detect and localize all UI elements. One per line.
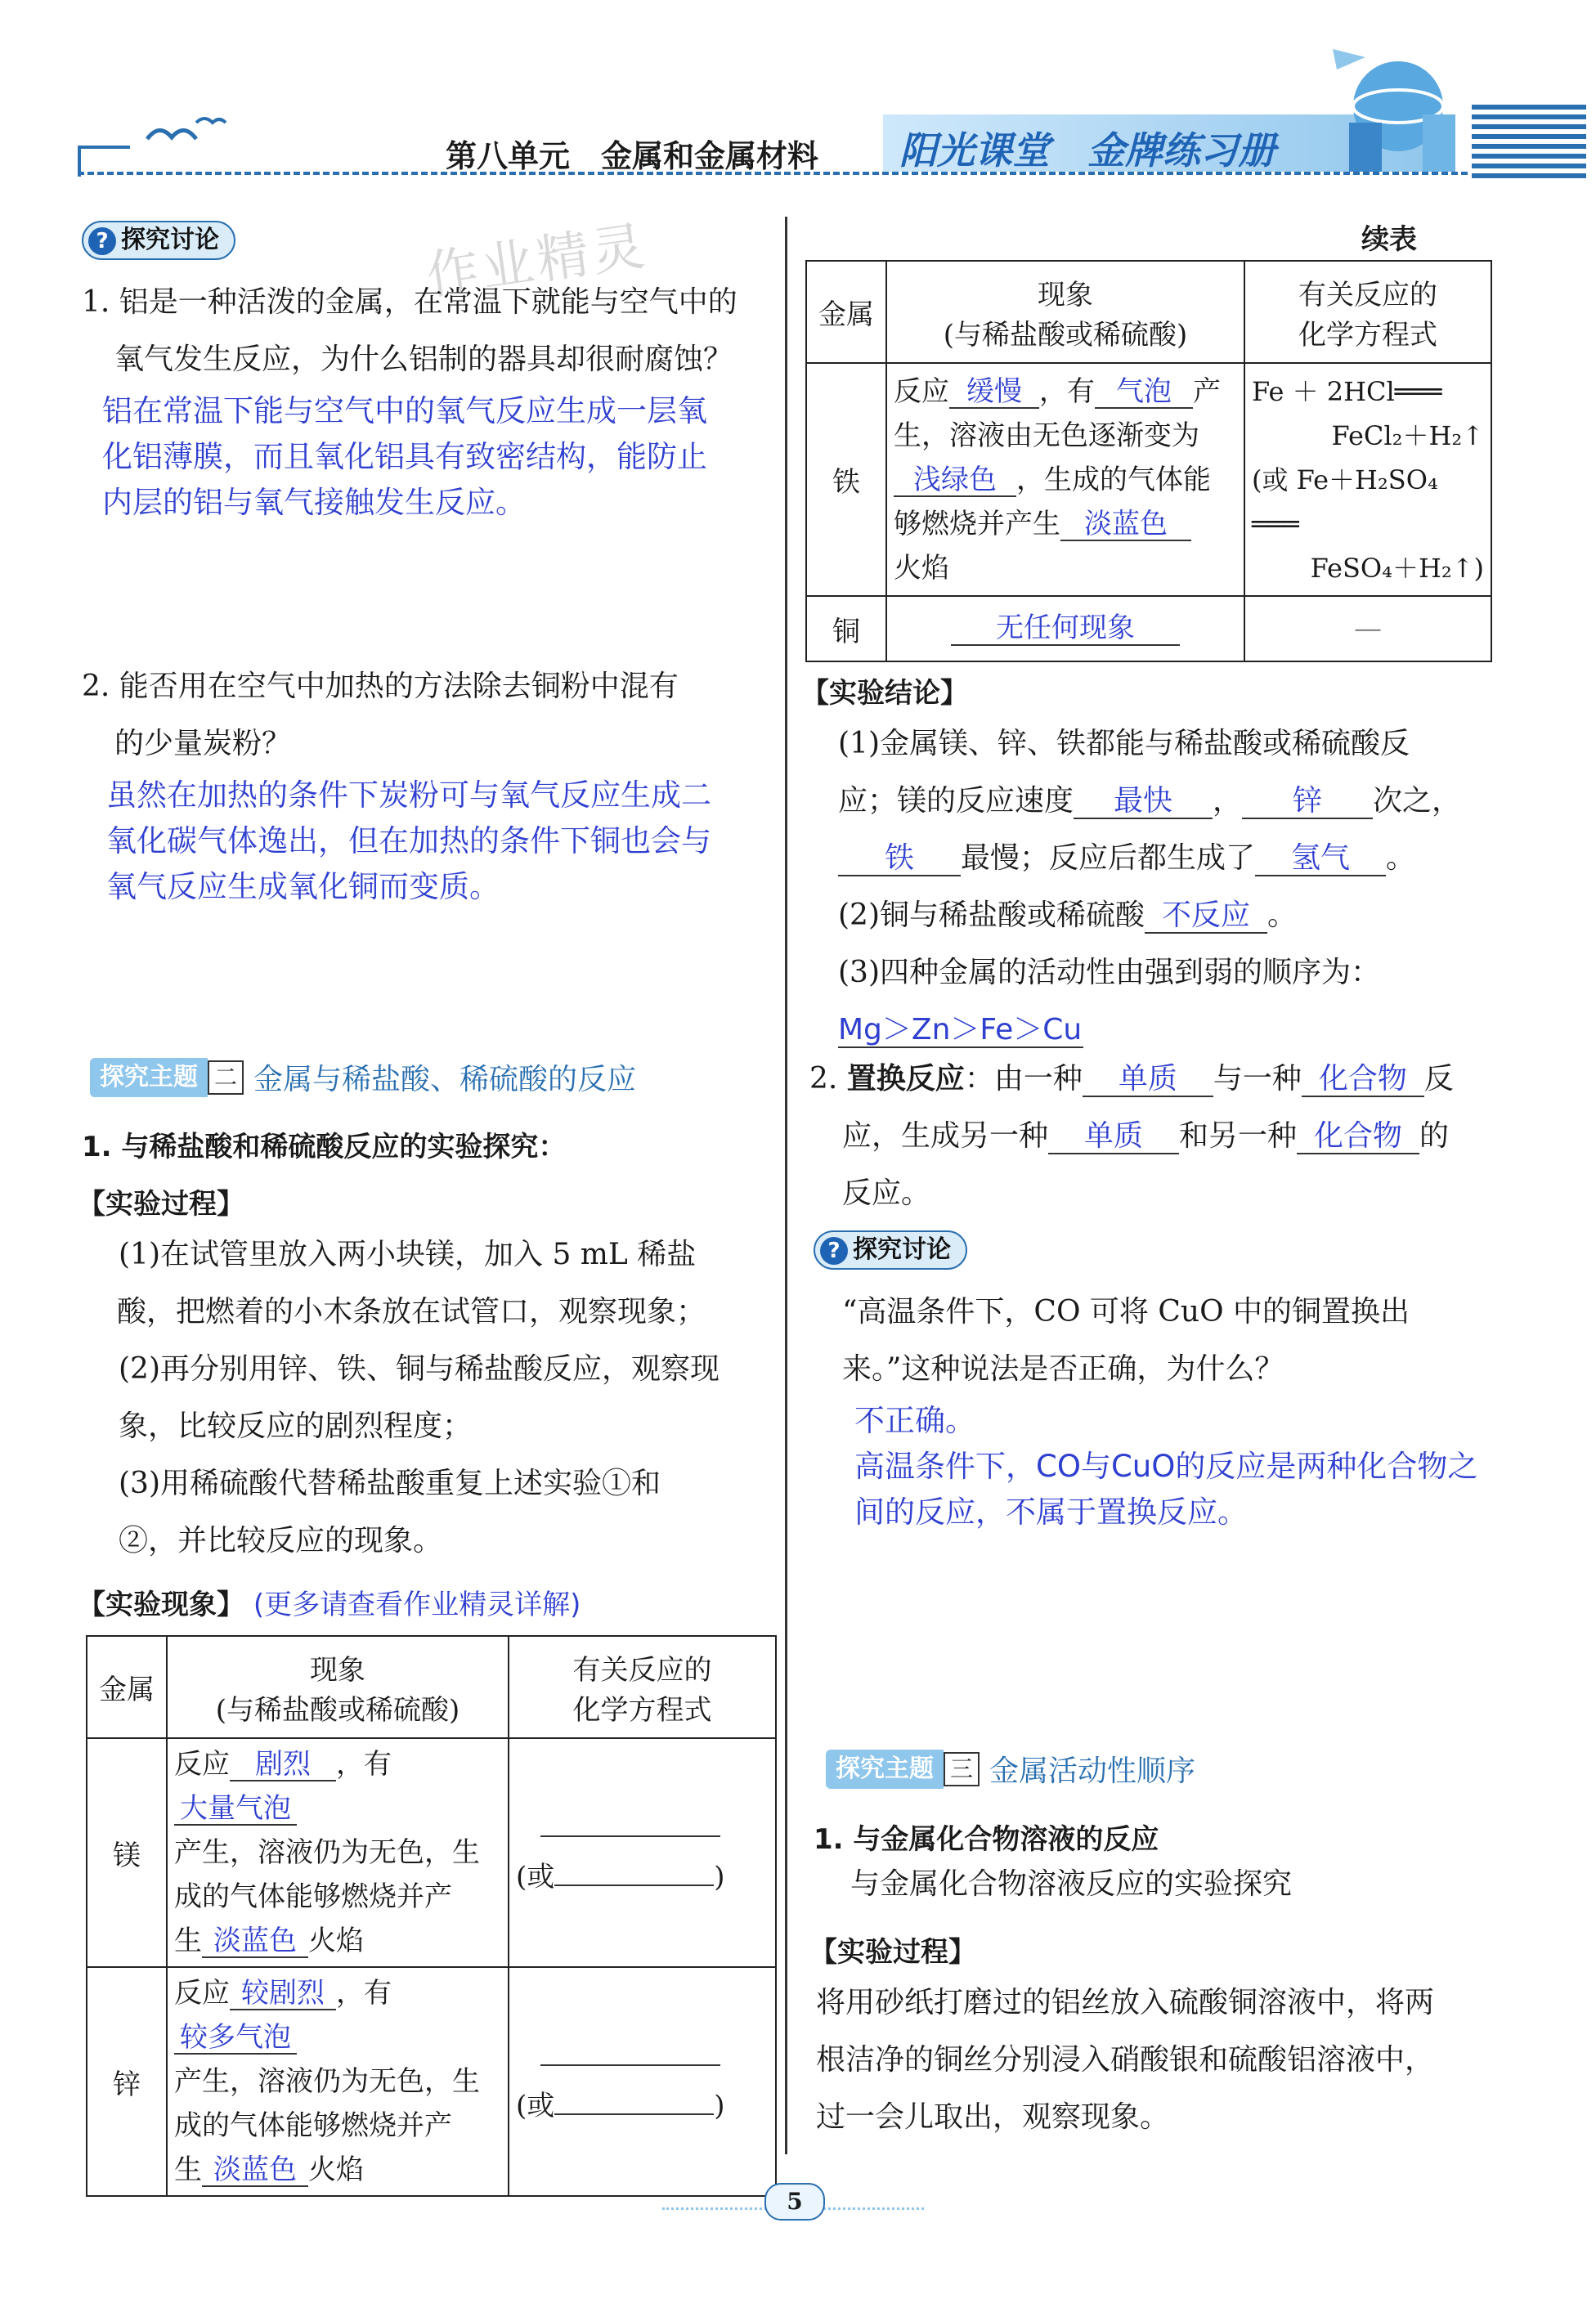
topic-badge: 探究主题 bbox=[90, 1058, 208, 1097]
text: 反应 bbox=[174, 1977, 230, 2010]
text: ，生成的气体能 bbox=[1016, 463, 1211, 496]
answer-blank: 化合物 bbox=[1302, 1063, 1424, 1097]
header-metal: 金属 bbox=[87, 1636, 167, 1738]
header-equation-line: 化学方程式 bbox=[1298, 318, 1437, 352]
table-row bbox=[87, 1967, 776, 2196]
phenomenon-title-row bbox=[78, 1582, 581, 1622]
text: ， bbox=[1213, 784, 1243, 818]
text: ，有 bbox=[336, 1977, 392, 2010]
q1-answer bbox=[102, 388, 707, 526]
text: (或 bbox=[516, 2090, 555, 2122]
text: 应；镁的反应速度 bbox=[838, 784, 1074, 818]
answer-line: 氧气反应生成氧化铜而变质。 bbox=[106, 869, 500, 904]
question-line: 来。”这种说法是否正确，为什么？ bbox=[842, 1352, 1284, 1386]
text: 产生，溶液仍为无色，生 bbox=[174, 2065, 480, 2098]
phenomenon-cell bbox=[167, 1738, 509, 1967]
metal-cell: 铁 bbox=[806, 363, 886, 596]
text: 产生，溶液仍为无色，生 bbox=[174, 1836, 480, 1869]
topic-number: 三 bbox=[944, 1752, 980, 1786]
question-icon: ? bbox=[820, 1237, 848, 1265]
answer-line: 内层的铝与氧气接触发生反应。 bbox=[102, 485, 526, 520]
text: 火焰 bbox=[894, 551, 949, 585]
text: 火焰 bbox=[308, 1925, 364, 1957]
right-table bbox=[805, 260, 1492, 662]
header-phenomenon-line: (与稀盐酸或稀硫酸) bbox=[215, 1693, 460, 1727]
topic-number: 二 bbox=[208, 1060, 244, 1095]
answer-line: 铝在常温下能与空气中的氧气反应生成一层氧 bbox=[102, 393, 707, 428]
process-line: (2)再分别用锌、铁、铜与稀盐酸反应，观察现 bbox=[119, 1352, 720, 1386]
metal-cell: 锌 bbox=[87, 1967, 167, 2196]
text: 反 bbox=[1423, 1062, 1454, 1096]
header bbox=[0, 0, 1596, 188]
answer-blank: 无任何现象 bbox=[951, 613, 1180, 645]
conclusion-title: 【实验结论】 bbox=[801, 677, 968, 710]
text: 次之， bbox=[1373, 784, 1462, 818]
text: ，有 bbox=[336, 1748, 392, 1781]
bird-icon bbox=[131, 106, 229, 155]
header-equation-line: 有关反应的 bbox=[1298, 278, 1437, 311]
text: 生，溶液由无色逐渐变为 bbox=[894, 419, 1199, 452]
text: 反应 bbox=[894, 374, 949, 408]
process-line: 根洁净的铜丝分别浸入硝酸银和硫酸铝溶液中， bbox=[816, 2043, 1435, 2077]
text: ，有 bbox=[1039, 374, 1095, 408]
text: 产 bbox=[1193, 374, 1221, 408]
answer-blank: 淡蓝色 bbox=[202, 2155, 308, 2187]
text: 最慢；反应后都生成了 bbox=[961, 841, 1256, 875]
process-line: 将用砂纸打磨过的铝丝放入硫酸铜溶液中，将两 bbox=[816, 1986, 1435, 2019]
watermark: 作业精灵 bbox=[423, 216, 652, 307]
process-line: 酸，把燃着的小木条放在试管口，观察现象； bbox=[117, 1295, 706, 1329]
text: (或 bbox=[516, 1861, 555, 1893]
topic3-process bbox=[816, 1974, 1519, 2146]
answer-blank: 较多气泡 bbox=[174, 2023, 297, 2055]
process-line: (3)用稀硫酸代替稀盐酸重复上述实验①和 bbox=[119, 1467, 661, 1500]
topic3-subtitle: 与金属化合物溶液反应的实验探究 bbox=[850, 1867, 1293, 1901]
text: ) bbox=[714, 1861, 725, 1893]
q2-line: 的少量炭粉？ bbox=[114, 727, 292, 760]
equation-cell bbox=[1244, 363, 1491, 596]
header-metal: 金属 bbox=[806, 261, 886, 363]
equation-cell bbox=[509, 1738, 776, 1967]
answer-blank: 气泡 bbox=[1095, 377, 1193, 409]
topic3-process-title: 【实验过程】 bbox=[809, 1936, 976, 1969]
q2-line: 2. 能否用在空气中加热的方法除去铜粉中混有 bbox=[82, 670, 679, 703]
phenomenon-cell bbox=[886, 363, 1244, 596]
header-line-stub bbox=[78, 146, 130, 177]
answer-line: 虽然在加热的条件下炭粉可与氧气反应生成二 bbox=[106, 778, 711, 813]
topic3-heading bbox=[826, 1748, 1195, 1790]
text: 火焰 bbox=[308, 2153, 364, 2186]
answer-line: 不正确。 bbox=[854, 1403, 975, 1438]
table-row bbox=[87, 1738, 776, 1967]
answer-blank: 最快 bbox=[1074, 785, 1213, 819]
text: 的 bbox=[1419, 1119, 1450, 1153]
process-steps bbox=[119, 1226, 773, 1570]
answer-blank: 淡蓝色 bbox=[202, 1926, 308, 1958]
more-details-link[interactable]: (更多请查看作业精灵详解) bbox=[253, 1589, 581, 1621]
phenomenon-title: 【实验现象】 bbox=[78, 1589, 244, 1621]
topic2-heading bbox=[90, 1056, 636, 1098]
conclusion-line: (1)金属镁、锌、铁都能与稀盐酸或稀硫酸反 bbox=[838, 727, 1410, 760]
equation-cell bbox=[509, 1967, 776, 2196]
text: 2. bbox=[809, 1062, 847, 1096]
answer-blank: 化合物 bbox=[1297, 1120, 1419, 1154]
text: 和另一种 bbox=[1179, 1119, 1298, 1153]
table-row bbox=[806, 363, 1491, 596]
blank-line bbox=[554, 1884, 714, 1886]
answer-line: 氧化碳气体逸出，但在加热的条件下铜也会与 bbox=[106, 823, 711, 858]
text: 反应。 bbox=[842, 1176, 931, 1210]
answer-blank: 单质 bbox=[1083, 1063, 1213, 1097]
phenomenon-cell bbox=[886, 596, 1244, 661]
header-equation-line: 有关反应的 bbox=[572, 1653, 712, 1687]
section1-title: 1. 与稀盐酸和稀硫酸反应的实验探究： bbox=[82, 1131, 567, 1163]
text: ：由一种 bbox=[964, 1062, 1083, 1096]
header-phenomenon-line: (与稀盐酸或稀硫酸) bbox=[943, 318, 1188, 352]
text: 。 bbox=[1267, 899, 1298, 932]
text: 应，生成另一种 bbox=[842, 1119, 1049, 1153]
header-phenomenon bbox=[886, 261, 1244, 363]
answer-blank: Mg＞Zn＞Fe＞Cu bbox=[838, 1013, 1083, 1046]
brand-title: 阳光课堂 金牌练习册 bbox=[899, 128, 1275, 173]
equation-line: ═══ bbox=[1252, 508, 1299, 540]
blank-line bbox=[540, 1835, 720, 1837]
equation-cell: — bbox=[1244, 596, 1491, 661]
phenomenon-cell bbox=[167, 1967, 509, 2196]
discuss-answer bbox=[854, 1398, 1477, 1535]
topic-title: 金属活动性顺序 bbox=[989, 1755, 1196, 1788]
q1 bbox=[82, 274, 769, 388]
metal-cell: 镁 bbox=[87, 1738, 167, 1967]
header-stripes bbox=[1472, 105, 1586, 178]
blank-line bbox=[554, 2113, 714, 2115]
answer-blank: 缓慢 bbox=[949, 377, 1039, 409]
header-phenomenon-line: 现象 bbox=[310, 1653, 365, 1687]
blank-line bbox=[540, 2064, 720, 2066]
question-line: “高温条件下，CO 可将 CuO 中的铜置换出 bbox=[842, 1295, 1410, 1329]
topic3-section-title: 1. 与金属化合物溶液的反应 bbox=[814, 1823, 1159, 1856]
q2-answer bbox=[106, 773, 711, 910]
process-line: 象，比较反应的剧烈程度； bbox=[119, 1409, 473, 1443]
q1-line: 1. 铝是一种活泼的金属，在常温下就能与空气中的 bbox=[82, 285, 737, 319]
unit-title: 第八单元 金属和金属材料 bbox=[446, 138, 819, 174]
discuss-badge-left bbox=[82, 221, 235, 260]
answer-blank: 锌 bbox=[1242, 785, 1373, 819]
left-table bbox=[86, 1635, 777, 2197]
text: 生 bbox=[174, 2153, 202, 2186]
discuss-label: 探究讨论 bbox=[853, 1235, 951, 1264]
column-divider bbox=[785, 217, 787, 2154]
footer bbox=[662, 2175, 924, 2224]
process-title: 【实验过程】 bbox=[78, 1188, 244, 1221]
header-phenomenon-line: 现象 bbox=[1038, 278, 1093, 311]
term: 置换反应 bbox=[846, 1062, 965, 1096]
metal-cell: 铜 bbox=[806, 596, 886, 661]
answer-blank: 大量气泡 bbox=[174, 1794, 297, 1826]
question-icon: ? bbox=[88, 227, 116, 255]
substitution-reaction bbox=[809, 1051, 1521, 1222]
header-phenomenon bbox=[167, 1636, 509, 1738]
text: 生 bbox=[174, 1925, 202, 1957]
process-line: 过一会儿取出，观察现象。 bbox=[816, 2100, 1170, 2134]
equation-line: FeCl₂＋H₂↑ bbox=[1331, 419, 1484, 451]
text: 。 bbox=[1386, 841, 1416, 875]
equation-line: Fe ＋ 2HCl═══ bbox=[1252, 375, 1442, 407]
text: 与一种 bbox=[1213, 1062, 1302, 1096]
conclusions bbox=[838, 715, 1517, 1059]
answer-blank: 浅绿色 bbox=[894, 465, 1016, 497]
answer-line: 高温条件下，CO与CuO的反应是两种化合物之 bbox=[854, 1449, 1478, 1484]
page-number: 5 bbox=[764, 2183, 825, 2221]
equation-line: (或 Fe＋H₂SO₄ bbox=[1252, 464, 1438, 495]
text: 反应 bbox=[174, 1748, 230, 1781]
text: (2)铜与稀盐酸或稀硫酸 bbox=[838, 899, 1145, 932]
text: 够燃烧并产生 bbox=[894, 507, 1060, 540]
answer-line: 间的反应，不属于置换反应。 bbox=[854, 1495, 1248, 1530]
header-equation-line: 化学方程式 bbox=[572, 1693, 712, 1727]
answer-blank: 剧烈 bbox=[230, 1750, 336, 1781]
discuss-badge-right bbox=[814, 1230, 967, 1270]
answer-blank: 较剧烈 bbox=[230, 1979, 336, 2010]
continued-label: 续表 bbox=[1361, 223, 1417, 256]
answer-blank: 铁 bbox=[838, 842, 961, 876]
process-line: (1)在试管里放入两小块镁，加入 5 mL 稀盐 bbox=[119, 1238, 697, 1271]
text: 成的气体能够燃烧并产 bbox=[174, 2109, 452, 2142]
topic-badge: 探究主题 bbox=[826, 1750, 944, 1789]
answer-blank: 不反应 bbox=[1145, 899, 1267, 934]
header-equation bbox=[509, 1636, 776, 1738]
text: 成的气体能够燃烧并产 bbox=[174, 1880, 452, 1913]
process-line: ②，并比较反应的现象。 bbox=[119, 1524, 443, 1557]
q1-line: 氧气发生反应，为什么铝制的器具却很耐腐蚀？ bbox=[114, 343, 733, 376]
answer-line: 化铝薄膜，而且氧化铝具有致密结构，能防止 bbox=[102, 439, 707, 474]
answer-blank: 氢气 bbox=[1255, 842, 1386, 876]
discuss-question bbox=[842, 1284, 1521, 1398]
answer-blank: 单质 bbox=[1048, 1120, 1179, 1154]
discuss-label: 探究讨论 bbox=[121, 226, 219, 254]
topic-title: 金属与稀盐酸、稀硫酸的反应 bbox=[253, 1063, 637, 1096]
q2 bbox=[82, 658, 769, 773]
equation-line: FeSO₄＋H₂↑) bbox=[1310, 552, 1484, 584]
header-equation bbox=[1244, 261, 1491, 363]
table-row bbox=[806, 596, 1491, 661]
text: ) bbox=[714, 2090, 725, 2122]
conclusion-line: (3)四种金属的活动性由强到弱的顺序为： bbox=[838, 956, 1380, 989]
globe-icon bbox=[1316, 33, 1480, 180]
answer-blank: 淡蓝色 bbox=[1060, 509, 1191, 541]
